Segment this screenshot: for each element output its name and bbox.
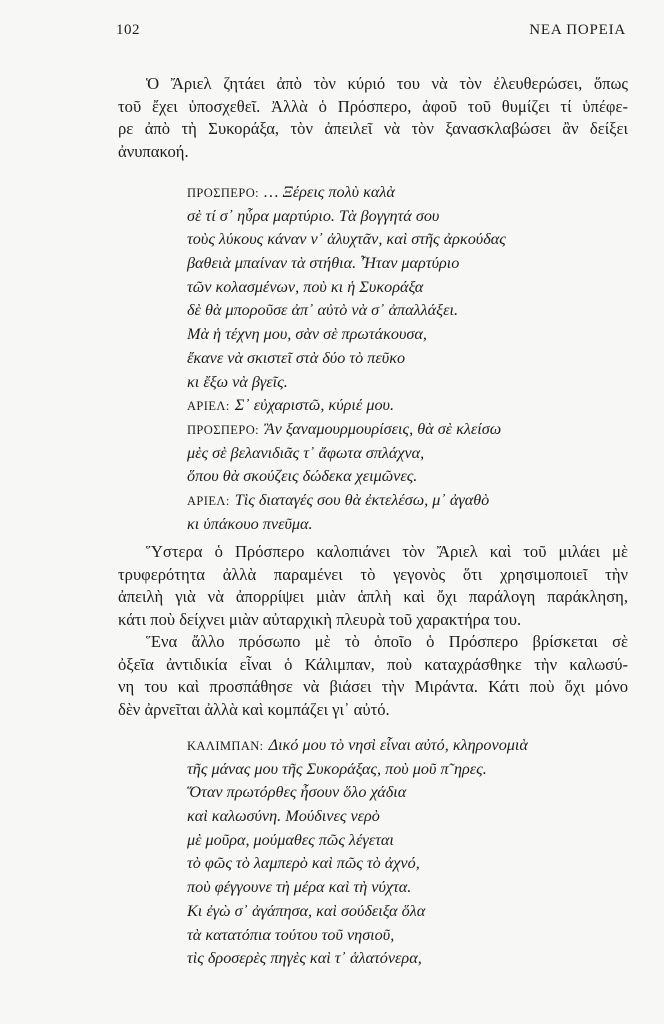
verse-text: τῶν κολασμένων, ποὺ κι ἡ Συκοράξα — [187, 277, 424, 296]
text-line: νη του καὶ προσπάθησε νὰ βιάσει τὴν Μιράντα. Κάτι ποὺ ὄχι μόνο — [118, 677, 628, 696]
text-line: ἀνυπακοή. — [118, 141, 189, 161]
verse-text: Σ᾿ εὐχαριστῶ, κύριέ μου. — [234, 396, 395, 415]
running-title: ΝΕΑ ΠΟΡΕΙΑ — [529, 22, 626, 38]
verse-line — [187, 805, 627, 829]
verse-line — [187, 205, 627, 229]
verse-line — [187, 876, 627, 900]
verse-block — [187, 181, 627, 536]
text-line: κάτι ποὺ δείχνει μιὰν αὐταρχικὴ πλευρὰ τοῦ χαρακτήρα του. — [118, 609, 522, 629]
verse-line — [187, 276, 627, 300]
verse-text: τῆς μάνας μου τῆς Συκοράξας, ποὺ μοῦ π῀ηρες. — [187, 759, 487, 778]
verse-text: δὲ θὰ μποροῦσε ἀπ᾿ αὐτὸ νὰ σ᾿ ἀπαλλάξει. — [187, 301, 459, 320]
text-line: δὲν ἀρνεῖται ἀλλὰ καὶ κομπάζει γι᾿ αὐτό. — [118, 699, 390, 719]
verse-line — [187, 394, 627, 418]
verse-text: ποὺ φέγγουνε τὴ μέρα καὶ τὴ νύχτα. — [187, 878, 412, 897]
verse-line — [187, 323, 627, 347]
verse-line — [187, 465, 627, 489]
text-line: ἀπειλὴ γιὰ νὰ ἀπορρίψει μιὰν ἁπλὴ καὶ ὄχι παράλογη παράκληση, — [118, 587, 628, 606]
speaker-name: ΑΡΙΕΛ: — [187, 399, 230, 414]
page-number: 102 — [116, 22, 140, 38]
speaker-name: ΚΑΛΙΜΠΑΝ: — [187, 739, 264, 753]
verse-block — [187, 734, 627, 971]
verse-line — [187, 489, 627, 513]
verse-text: βαθειὰ μπαίναν τὰ στήθια. Ἦταν μαρτύριο — [187, 254, 460, 273]
speaker-name: ΑΡΙΕΛ: — [187, 493, 230, 508]
verse-text: μὲς σὲ βελανιδιᾶς τ᾿ ἄφωτα σπλάχνα, — [187, 443, 425, 462]
paragraph — [118, 541, 628, 631]
verse-line — [187, 829, 627, 853]
verse-line — [187, 513, 627, 537]
verse-line — [187, 758, 627, 782]
verse-line — [187, 371, 627, 395]
text-line: Ὕστερα ὁ Πρόσπερο καλοπιάνει τὸν Ἄριελ καὶ τοῦ μιλάει μὲ — [146, 542, 628, 561]
verse-line — [187, 924, 627, 948]
verse-text: … Ξέρεις πολὺ καλὰ — [264, 183, 395, 201]
text-line: Ἕνα ἄλλο πρόσωπο μὲ τὸ ὁποῖο ὁ Πρόσπερο βρίσκεται σὲ — [146, 632, 628, 651]
verse-text: Κι ἐγὼ σ᾿ ἀγάπησα, καὶ σούδειξα ὅλα — [187, 901, 426, 920]
verse-text: μὲ μοῦρα, μούμαθες πῶς λέγεται — [187, 830, 394, 849]
text-line: τοῦ ἔχει ὑποσχεθεῖ. Ἀλλὰ ὁ Πρόσπερο, ἀφοῦ τοῦ θυμίζει τί ὑπέφε- — [118, 96, 628, 116]
text-line: Ὁ Ἄριελ ζητάει ἀπὸ τὸν κύριό του νὰ τὸν ἐλευθερώσει, ὅπως — [146, 74, 628, 93]
verse-text: τὶς δροσερὲς πηγὲς καὶ τ᾿ ἁλατόνερα, — [187, 949, 422, 968]
speaker-name: ΠΡΟΣΠΕΡΟ: — [187, 186, 259, 200]
verse-text: τοὺς λύκους κάναν ν᾿ ἀλυχτᾶν, καὶ στῆς ἀρκούδας — [187, 230, 506, 249]
paragraph — [118, 73, 628, 163]
speaker-name: ΠΡΟΣΠΕΡΟ: — [187, 422, 259, 437]
verse-text: ἔκανε νὰ σκιστεῖ στὰ δύο τὸ πεῦκο — [187, 348, 406, 367]
verse-text: Μὰ ἡ τέχνη μου, σὰν σὲ πρωτάκουσα, — [187, 325, 427, 344]
page-header — [116, 22, 626, 42]
verse-text: κι ἔξω νὰ βγεῖς. — [187, 372, 288, 391]
verse-text: σὲ τί σ᾿ ηὗρα μαρτύριο. Τὰ βογγητά σου — [187, 206, 440, 225]
verse-text: κι ὑπάκουο πνεῦμα. — [187, 514, 313, 533]
verse-text: καὶ καλωσύνη. Μούδινες νερὸ — [187, 807, 380, 826]
verse-line — [187, 252, 627, 276]
verse-line — [187, 228, 627, 252]
verse-line — [187, 734, 627, 758]
verse-line — [187, 418, 627, 442]
verse-line — [187, 442, 627, 466]
verse-line — [187, 852, 627, 876]
verse-text: Τὶς διαταγές σου θὰ ἐκτελέσω, μ᾿ ἀγαθὸ — [234, 490, 490, 509]
verse-line — [187, 947, 627, 971]
verse-text: ὅπου θὰ σκούζεις δώδεκα χειμῶνες. — [187, 467, 418, 486]
text-line: τρυφερότητα ἀλλὰ παραμένει τὸ γεγονὸς ὅτι χρησιμοποιεῖ τὴν — [118, 564, 628, 584]
verse-line — [187, 299, 627, 323]
verse-line — [187, 347, 627, 371]
verse-line — [187, 900, 627, 924]
text-line: ὀξεῖα ἀντιδικία εἶναι ὁ Κάλιμπαν, ποὺ καταχράσθηκε τὴν καλωσύ- — [118, 654, 628, 674]
verse-text: τὸ φῶς τὸ λαμπερὸ καὶ πῶς τὸ ἀχνό, — [187, 854, 420, 873]
verse-text: Ὅταν πρωτόρθες ἦσουν ὅλο χάδια — [187, 783, 407, 802]
verse-text: Ἂν ξαναμουρμουρίσεις, θὰ σὲ κλείσω — [264, 419, 502, 438]
verse-text: τὰ κατατόπια τούτου τοῦ νησιοῦ, — [187, 925, 395, 944]
verse-line — [187, 181, 627, 205]
verse-line — [187, 781, 627, 805]
verse-text: Δικό μου τὸ νησὶ εἶναι αὐτό, κληρονομιὰ — [268, 736, 528, 754]
text-line: ρε ἀπὸ τὴ Συκοράξα, τὸν ἀπειλεῖ νὰ τὸν ξανασκλαβώσει ἂν δείξει — [118, 119, 628, 138]
paragraph — [118, 631, 628, 721]
